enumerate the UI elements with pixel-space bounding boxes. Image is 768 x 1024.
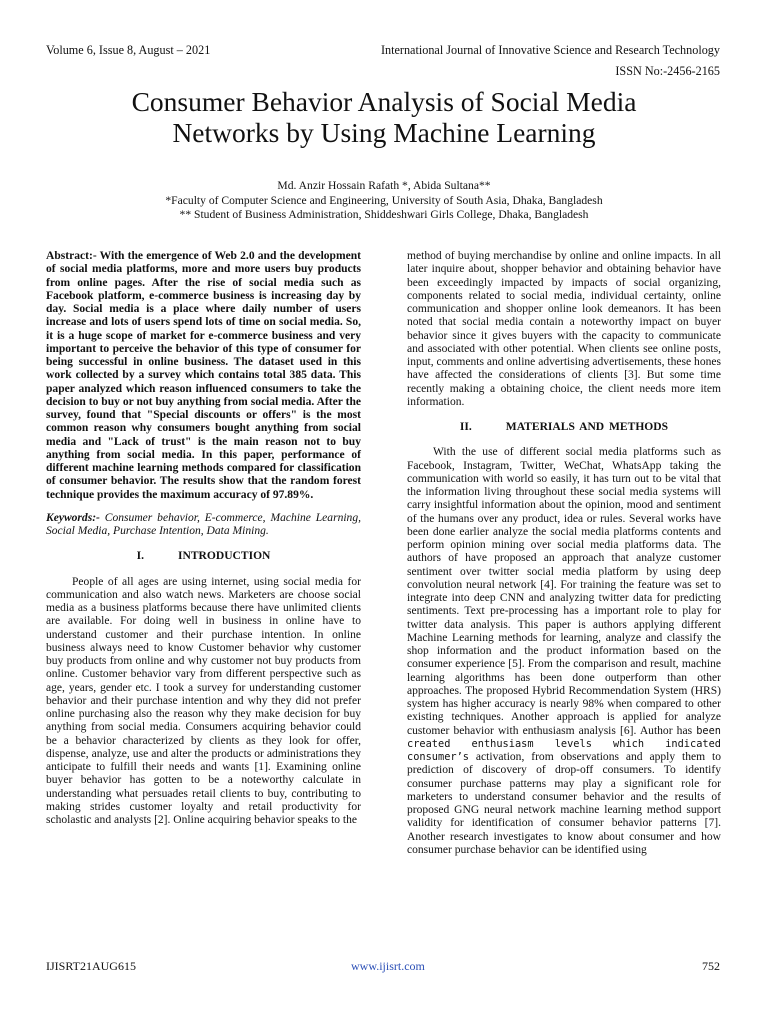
keywords-label: Keywords:- xyxy=(46,511,100,524)
abstract: Abstract:- With the emergence of Web 2.0 and the development of social media platforms, more and more users buy products from online pages. After the rise of social media such as Facebook platform, e-commerce business is increasing day by day. Social media is a place where daily number of users increase and lots of users spend lots of time on social media. So, it is a huge scope of market for e-commerce business and very important to perceive the behavior of this type of consumer for being successful in online business. The dataset used in this work collected by a survey which contains total 385 data. This paper analyzed which reason influenced consumers to take the decision to buy or not buy anything from social media. After the survey, found that "Special discounts or offers" is the most common reason why consumers bought anything from social media and "Lack of trust" is the main reason not to buy anything from social media. In this paper, performance of different machine learning methods compared for classification of consumer behavior. The results show that the random forest technique provides the maximum accuracy of 97.89%. xyxy=(46,250,361,501)
paper-code: IJISRT21AUG615 xyxy=(46,959,136,973)
issn: ISSN No:-2456-2165 xyxy=(615,64,720,78)
author-block xyxy=(40,179,728,223)
section-number: I. xyxy=(136,550,144,563)
methods-text-b: activation, from observations and apply them to prediction of discovery of drop-off consumers. To identify consumer purchase patterns may play a significant role for marketers to understand consumer behavior and the results of proposed GNG neural network machine learning method support validity for identification of consumer behavior patterns [7]. Another research investigates to know about consumer and how consumer purchase behavior can be identified using xyxy=(407,751,721,856)
section-heading-introduction xyxy=(46,550,361,563)
methods-text-mono: been created enthusiasm levels which indicated consumer’s xyxy=(407,724,721,763)
methods-text-a: With the use of different social media platforms such as Facebook, Instagram, Twitter, WeChat, WhatsApp taking the communication with world so easily, it has turn out to be vital that the information living throughout these social media systems will carry insightful information about the opinion, mood and sentiment of the humans over any product, idea or rules. Several works have been done earlier analyze the social media platforms contents and perform opinion mining over social media platforms data. The authors of have proposed an approach that analyze customer sentiment over twitter social media platform by using deep convolution neural network [4]. For training the feature was set to integrate into deep CNN and analyzing twitter data for predicting sentiments. Text pre-processing has a important role to play for twitter data analysis. This paper is authors applying different Machine Learning methods for learning, analyze and classify the shop information and the product information based on the consumer experience [5]. From the comparison and result, machine learning algorithms has been done outperform than other approaches. The proposed Hybrid Recommendation System (HRS) system has higher accuracy is nearly 98% when compared to other existing techniques. Another approach is applied for analyze customer behavior with enthusiasm analysis [6]. Author has xyxy=(407,446,721,737)
left-column xyxy=(46,250,361,827)
introduction-paragraph: People of all ages are using internet, using social media for communication and also watch news. Marketers are choose social media as a business platforms because there have unlimited clients are available. For doing well in business in online have to understand customer and their purchase intention. In online business always need to know Customer behavior why customer buy products from online and why customer not buy products from online. Customer behavior vary from different perspective such as age, years, gender etc. I took a survey for understanding customer behavior and their purchase intention and why they did not prefer online purchasing also the reason why they make decision for buy anything from social media. Consumers acquiring behavior could be a behavior characterized by clients as they look for offer, dispense, analyze, use and alter the products or administrations they anticipate to fulfill their needs and wants [1]. Examining online buyer behavior has gotten to be a noteworthy calculate in understanding what persuades retail clients to buy, contributing to making strides customer loyalty and retail productivity for scholastic and analysts [2]. Online acquiring behavior speaks to the xyxy=(46,575,361,826)
journal-url-link[interactable]: www.ijisrt.com xyxy=(351,959,425,973)
title-line-1: Consumer Behavior Analysis of Social Media xyxy=(131,86,637,117)
author-names: Md. Anzir Hossain Rafath *, Abida Sultana** xyxy=(277,179,491,192)
introduction-continued: method of buying merchandise by online and online impacts. In all later inquire about, shopper behavior and obtaining behavior have been exceedingly impacted by impacts of social organizing, components related to social media, individual certainty, online communication and shopper online look demeanors. It has been noted that social media contain a noteworthy impact on buyer behavior since it gives buyers with the capacity to communicate and associated with other potential. When clients see online posts, input, comments and online advertising advertisements, these hones have affected the considerations of clients [3]. But some time recently making a obtaining choice, the client needs more item information. xyxy=(407,250,721,408)
keywords xyxy=(46,512,361,539)
methods-paragraph xyxy=(407,446,721,857)
affiliation-1: *Faculty of Computer Science and Engineering, University of South Asia, Dhaka, Bangladesh xyxy=(165,193,603,207)
journal-name: International Journal of Innovative Science and Research Technology xyxy=(380,43,720,57)
right-column xyxy=(407,250,721,857)
section-heading-methods xyxy=(407,421,721,434)
page-number: 752 xyxy=(702,959,720,973)
section-title: MATERIALS AND METHODS xyxy=(505,421,669,433)
paper-title xyxy=(40,86,728,148)
volume-issue: Volume 6, Issue 8, August – 2021 xyxy=(46,43,211,57)
affiliation-2: ** Student of Business Administration, Shiddeshwari Girls College, Dhaka, Bangladesh xyxy=(179,208,589,221)
title-line-2: Networks by Using Machine Learning xyxy=(172,117,596,148)
section-number: II. xyxy=(459,421,472,433)
keywords-text: Consumer behavior, E-commerce, Machine Learning, Social Media, Purchase Intention, Data Mining. xyxy=(46,511,361,537)
section-title: INTRODUCTION xyxy=(178,550,271,563)
